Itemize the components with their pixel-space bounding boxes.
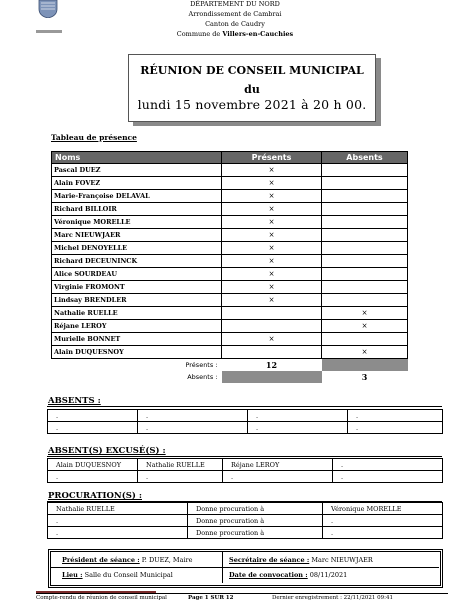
excused-row-cell: Alain DUQUESNOY — [48, 459, 138, 471]
member-name: Richard BILLOIR — [52, 203, 222, 216]
presence-row — [52, 333, 408, 346]
presence-table-header — [52, 152, 408, 164]
column-header-absent: Absents — [322, 152, 408, 164]
presence-row — [52, 242, 408, 255]
present-total-label: Présents : — [185, 361, 218, 369]
excused-title: ABSENT(S) EXCUSÉ(S) : — [48, 446, 166, 456]
absent-mark: × — [322, 346, 408, 359]
absent-mark — [322, 333, 408, 346]
member-name: Marie-Françoise DELAVAL — [52, 190, 222, 203]
present-total-value: 12 — [265, 360, 278, 370]
absent-mark — [322, 203, 408, 216]
presence-row — [52, 190, 408, 203]
presence-row — [52, 307, 408, 320]
absent-total-filler — [222, 371, 322, 383]
meeting-title: RÉUNION DE CONSEIL MUNICIPAL — [140, 64, 364, 77]
absent-mark — [322, 229, 408, 242]
present-mark: × — [222, 177, 322, 190]
proxy-row-cell: Véronique MORELLE — [323, 503, 443, 515]
presence-row — [52, 177, 408, 190]
present-mark: × — [222, 294, 322, 307]
proxy-row-cell: Nathalie RUELLE — [48, 503, 188, 515]
member-name: Véronique MORELLE — [52, 216, 222, 229]
proxy-row-cell: . — [323, 515, 443, 527]
excused-row — [48, 471, 443, 483]
presence-row — [52, 346, 408, 359]
presence-row — [52, 268, 408, 281]
absents-row — [48, 422, 443, 434]
proxy-row-cell: Donne procuration à — [188, 527, 323, 539]
proxy-row-cell: . — [48, 527, 188, 539]
absents-row-cell: . — [48, 422, 138, 434]
proxies-title: PROCURATION(S) : — [48, 491, 142, 501]
member-name: Lindsay BRENDLER — [52, 294, 222, 307]
column-header-present: Présents — [222, 152, 322, 164]
absent-mark — [322, 177, 408, 190]
presence-row — [52, 164, 408, 177]
excused-row-cell: . — [223, 471, 333, 483]
member-name: Richard DECEUNINCK — [52, 255, 222, 268]
proxy-row — [48, 515, 443, 527]
absent-mark — [322, 281, 408, 294]
excused-row-cell: . — [138, 471, 223, 483]
absent-mark — [322, 268, 408, 281]
meeting-info-divider-h — [51, 567, 439, 568]
absent-mark: × — [322, 307, 408, 320]
absent-mark — [322, 190, 408, 203]
absents-title: ABSENTS : — [48, 396, 101, 406]
secretary-value: Marc NIEUWJAER — [309, 556, 373, 564]
excused-row-cell: Nathalie RUELLE — [138, 459, 223, 471]
arrondissement-line: Arrondissement de Cambrai — [188, 10, 282, 18]
member-name: Michel DENOYELLE — [52, 242, 222, 255]
column-header-names: Noms — [52, 152, 222, 164]
absents-row-cell: . — [348, 410, 443, 422]
proxy-row-cell: . — [323, 527, 443, 539]
excused-row-cell: . — [333, 459, 443, 471]
present-mark: × — [222, 216, 322, 229]
proxy-row-cell: Donne procuration à — [188, 503, 323, 515]
member-name: Alain DUQUESNOY — [52, 346, 222, 359]
member-name: Murielle BONNET — [52, 333, 222, 346]
absent-mark — [322, 294, 408, 307]
absent-mark — [322, 242, 408, 255]
absent-total-value: 3 — [361, 372, 368, 382]
presence-row — [52, 294, 408, 307]
member-name: Réjane LEROY — [52, 320, 222, 333]
footer-rule — [36, 593, 448, 594]
presence-row — [52, 281, 408, 294]
excused-row-cell: . — [48, 471, 138, 483]
absent-mark — [322, 216, 408, 229]
presence-row — [52, 203, 408, 216]
excused-rule — [47, 456, 442, 457]
presence-row — [52, 229, 408, 242]
absents-row-cell: . — [138, 410, 248, 422]
member-name: Nathalie RUELLE — [52, 307, 222, 320]
commune-name: Villers-en-Cauchies — [222, 30, 294, 38]
place-field — [62, 571, 173, 579]
president-label: Président de séance : — [62, 556, 140, 564]
absent-mark — [322, 164, 408, 177]
president-value: P. DUEZ, Maire — [139, 556, 193, 564]
presence-row — [52, 255, 408, 268]
present-mark — [222, 320, 322, 333]
absents-row-cell: . — [248, 410, 348, 422]
proxies-table — [47, 502, 443, 539]
excused-row-cell: . — [333, 471, 443, 483]
president-field — [62, 556, 192, 564]
absents-row-cell: . — [248, 422, 348, 434]
member-name: Alain FOVEZ — [52, 177, 222, 190]
absents-row-cell: . — [348, 422, 443, 434]
absents-rule — [47, 406, 442, 407]
present-mark: × — [222, 229, 322, 242]
present-mark: × — [222, 164, 322, 177]
secretary-label: Secrétaire de séance : — [229, 556, 310, 564]
footer-last-saved: Dernier enregistrement : 22/11/2021 09:41 — [272, 595, 393, 601]
presence-table-label: Tableau de présence — [51, 133, 137, 142]
absent-mark — [322, 255, 408, 268]
proxy-row-cell: . — [48, 515, 188, 527]
meeting-date: lundi 15 novembre 2021 à 20 h 00. — [137, 97, 367, 112]
place-label: Lieu : — [62, 571, 83, 579]
commune-line: Commune de Villers-en-Cauchies — [176, 30, 294, 38]
absents-table — [47, 409, 443, 434]
absents-row-cell: . — [48, 410, 138, 422]
member-name: Pascal DUEZ — [52, 164, 222, 177]
absents-row — [48, 410, 443, 422]
place-value: Salle du Conseil Municipal — [82, 571, 173, 579]
present-mark — [222, 307, 322, 320]
footer-document-title: Compte-rendu de réunion de conseil municipal — [36, 595, 167, 601]
presence-row — [52, 320, 408, 333]
absents-row-cell: . — [138, 422, 248, 434]
excused-row-cell: Réjane LEROY — [223, 459, 333, 471]
presence-table — [51, 151, 408, 383]
convocation-label: Date de convocation : — [229, 571, 308, 579]
present-mark: × — [222, 268, 322, 281]
convocation-field — [229, 571, 347, 579]
absent-total-row — [52, 371, 408, 383]
footer-page-number: Page 1 SUR 12 — [188, 595, 234, 601]
proxy-row-cell: Donne procuration à — [188, 515, 323, 527]
convocation-value: 08/11/2021 — [307, 571, 348, 579]
present-mark: × — [222, 333, 322, 346]
department-line: DÉPARTEMENT DU NORD — [190, 0, 280, 8]
present-total-row — [52, 359, 408, 372]
canton-line: Canton de Caudry — [205, 20, 265, 28]
present-mark: × — [222, 281, 322, 294]
excused-row — [48, 459, 443, 471]
member-name: Marc NIEUWJAER — [52, 229, 222, 242]
excused-table — [47, 458, 443, 483]
present-mark: × — [222, 190, 322, 203]
member-name: Virginie FROMONT — [52, 281, 222, 294]
absent-total-label: Absents : — [187, 373, 218, 381]
proxy-row — [48, 527, 443, 539]
absent-mark: × — [322, 320, 408, 333]
present-mark: × — [222, 255, 322, 268]
meeting-title-du: du — [244, 83, 260, 96]
commune-crest-icon — [38, 0, 58, 18]
present-total-filler — [322, 359, 408, 372]
secretary-field — [229, 556, 373, 564]
crest-caption — [36, 30, 62, 33]
member-name: Alice SOURDEAU — [52, 268, 222, 281]
presence-row — [52, 216, 408, 229]
present-mark: × — [222, 242, 322, 255]
present-mark — [222, 346, 322, 359]
proxy-row — [48, 503, 443, 515]
present-mark: × — [222, 203, 322, 216]
